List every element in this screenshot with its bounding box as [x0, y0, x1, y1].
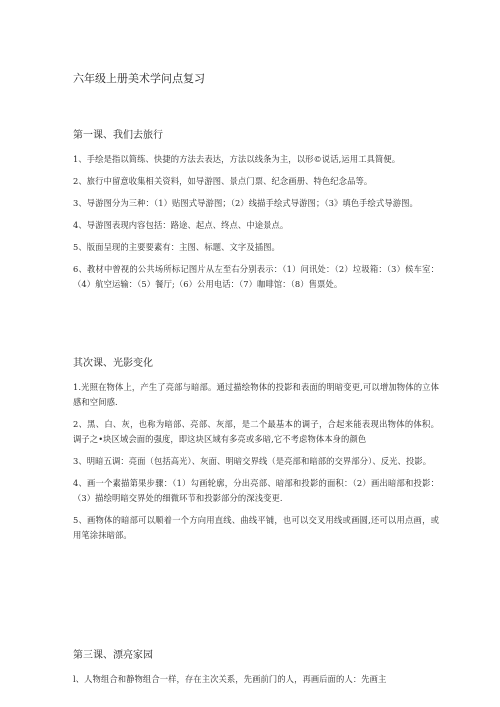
section-heading: 其次课、光影变化	[73, 358, 153, 369]
paragraph: 6、教材中曾视的公共场所标记图片从左至右分别表示：（1）问讯处：（2）垃圾箱：（3）候车室：（4）航空运输：（5）餐厅;（6）公用电话：（7）咖啡馆：（8）售票处。	[73, 264, 439, 289]
document-title: 六年级上册美术学问点复习	[73, 72, 205, 85]
paragraph: 5、画物体的暗部可以顺着一个方向用直线、曲线平铺，也可以交叉用线或画圆,还可以用点画，或用笔涂抹暗部。	[73, 515, 439, 540]
section-lesson-3	[73, 646, 439, 694]
paragraph: 4、画一个素描第果步骤：（1）勾画轮廓，分出亮部、暗部和投影的面积：（2）画出暗部和投影：（3）描绘明暗交界处的细微环节和投影部分的深浅变更.	[73, 478, 439, 503]
section-lesson-2	[73, 354, 439, 550]
paragraph: 2、旅行中留意收集相关资料，如导游图、景点门票、纪念画册、特色纪念品等。	[73, 176, 373, 186]
paragraph: 1、手绘是指以简练、快捷的方法去表达，方法以线条为主，以形©说话,运用工具简便。	[73, 154, 401, 164]
paragraph: 2、黑、白、灰，也称为暗部、亮部、灰部，是二个最基本的调子，合起来能表现出物体的体积。调子之•块区域会面的强度，即这块区域有多亮或多暗,它不考虑物体本身的颜色	[73, 419, 439, 444]
paragraph: 3、明暗五调：亮面（包括高光）、灰面、明暗交界线（是亮部和暗部的交界部分）、反光、投影。	[73, 456, 432, 466]
section-heading: 第三课、漂亮家园	[73, 650, 153, 661]
paragraph: 3、导游图分为三种：（1）贴图式导游图；（2）线描手绘式导游图；（3》填色手绘式导游图。	[73, 198, 418, 208]
section-heading: 第一课、我们去旅行	[73, 130, 163, 141]
section-lesson-1	[73, 126, 439, 299]
paragraph: 5、版面呈现的主要要素有：主图、标题、文字及插图。	[73, 242, 280, 252]
paragraph: 4、导游图表现内容包括：路途、起点、终点、中途景点。	[73, 220, 289, 230]
paragraph: l、人物组合和静物组合一样，存在主次关系，先画前门的人，再画后面的人：先画主	[73, 674, 387, 684]
paragraph: 1.光照在物体上，产生了亮部与暗部。通过描绘物体的投影和表面的明暗变更,可以增加物体的立体感和空间感.	[73, 382, 439, 407]
